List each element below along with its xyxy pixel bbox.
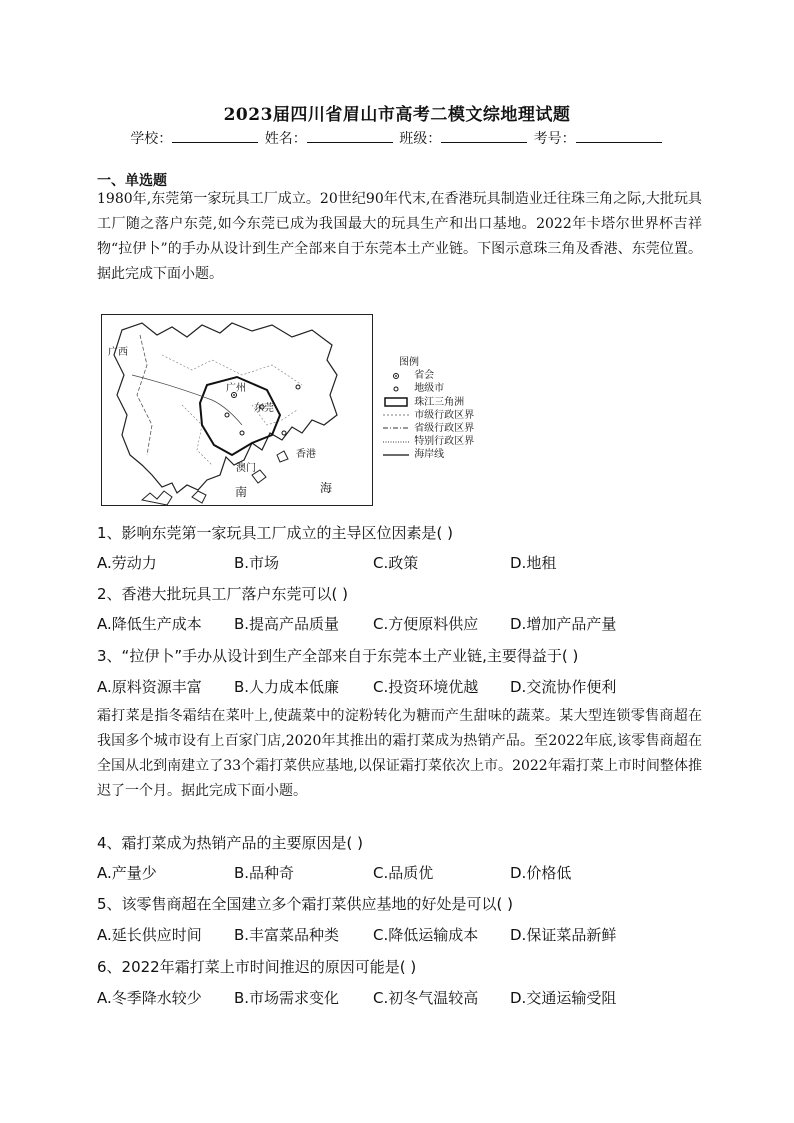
legend-label: 特别行政区界 — [414, 436, 475, 448]
passage-2: 霜打菜是指冬霜结在菜叶上,使蔬菜中的淀粉转化为糖而产生甜味的蔬菜。某大型连锁零售商超在我国多个城市设有上百家门店,2020年其推出的霜打菜成为热销产品。至2022年底,该零售商超在全国从北到南建立了33个霜打菜供应基地,以保证霜打菜依次上市。2022年霜打菜上市时间整体推迟了一个月。据此完成下面小题。 — [97, 708, 702, 799]
map-label-dongguan: 东莞 — [254, 403, 274, 414]
school-blank[interactable] — [172, 130, 258, 143]
legend-item-prd — [381, 396, 541, 409]
city-marker — [282, 431, 286, 435]
legend-item-sar-boundary — [381, 435, 541, 448]
land-outline — [114, 323, 337, 493]
capital-dot — [233, 394, 235, 396]
option-b[interactable]: B.人力成本低廉 — [234, 678, 340, 696]
question-6: 6、2022年霜打菜上市时间推迟的原因可能是( ) — [97, 958, 417, 976]
option-b[interactable]: B.丰富菜品种类 — [234, 926, 340, 944]
map-drawing — [102, 315, 372, 505]
coastline-icon — [381, 450, 411, 460]
legend-item-capital — [381, 369, 541, 382]
option-c[interactable]: C.品质优 — [373, 864, 434, 882]
name-label: 姓名： — [264, 131, 307, 147]
option-b[interactable]: B.品种奇 — [234, 864, 295, 882]
question-5: 5、该零售商超在全国建立多个霜打菜供应基地的好处是可以( ) — [97, 895, 514, 913]
city-marker — [240, 431, 244, 435]
pearl-river-delta-map — [101, 314, 373, 506]
option-a[interactable]: A.产量少 — [97, 864, 157, 882]
sar-boundary-icon — [381, 437, 411, 447]
city-marker — [296, 385, 300, 389]
option-d[interactable]: D.交通运输受阻 — [510, 989, 617, 1007]
island-shape — [142, 491, 172, 505]
page-title: 2023届四川省眉山市高考二模文综地理试题 — [223, 105, 571, 125]
option-d[interactable]: D.增加产品产量 — [510, 615, 617, 633]
section-heading: 一、单选题 — [97, 173, 167, 189]
option-b[interactable]: B.市场需求变化 — [234, 989, 340, 1007]
question-3: 3、“拉伊卜”手办从设计到生产全部来自于东莞本土产业链,主要得益于( ) — [97, 647, 579, 665]
city-symbol-icon — [381, 384, 411, 394]
city-boundary-icon — [381, 410, 411, 420]
school-label: 学校： — [130, 131, 173, 147]
option-c[interactable]: C.投资环境优越 — [373, 678, 479, 696]
map-label-nan: 南 — [235, 485, 248, 499]
option-c[interactable]: C.政策 — [373, 554, 419, 572]
map-label-guangzhou: 广州 — [226, 383, 246, 394]
option-b[interactable]: B.市场 — [234, 554, 280, 572]
legend-item-coastline — [381, 448, 541, 461]
map-legend — [381, 356, 541, 462]
question-1: 1、影响东莞第一家玩具工厂成立的主导区位因素是( ) — [97, 524, 454, 542]
question-2: 2、香港大批玩具工厂落户东莞可以( ) — [97, 585, 349, 603]
name-blank[interactable] — [307, 130, 393, 143]
legend-label: 省会 — [414, 370, 435, 382]
option-a[interactable]: A.冬季降水较少 — [97, 989, 202, 1007]
exam-no-blank[interactable] — [576, 130, 662, 143]
option-d[interactable]: D.地租 — [510, 554, 557, 572]
legend-title: 图例 — [399, 357, 419, 368]
island-shape — [277, 451, 288, 462]
student-info-line — [0, 128, 794, 148]
map-label-guangxi: 广西 — [108, 347, 128, 358]
option-d[interactable]: D.交流协作便利 — [510, 678, 617, 696]
legend-label: 海岸线 — [414, 449, 445, 461]
province-boundary-icon — [381, 423, 411, 433]
class-blank[interactable] — [441, 130, 527, 143]
legend-item-city — [381, 382, 541, 395]
map-label-xianggang: 香港 — [296, 449, 316, 460]
legend-label: 省级行政区界 — [414, 422, 475, 434]
option-a[interactable]: A.降低生产成本 — [97, 615, 202, 633]
passage-1: 1980年,东莞第一家玩具工厂成立。20世纪90年代末,在香港玩具制造业迁往珠三角之际,大批玩具工厂随之落户东莞,如今东莞已成为我国最大的玩具生产和出口基地。2022年卡塔尔世界杯吉祥物“拉伊卜”的手办从设计到生产全部来自于东莞本土产业链。下图示意珠三角及香港、东莞位置。据此完成下面小题。 — [97, 191, 702, 282]
legend-label: 地级市 — [414, 383, 445, 395]
option-a[interactable]: A.劳动力 — [97, 554, 157, 572]
class-label: 班级： — [399, 131, 442, 147]
option-a[interactable]: A.原料资源丰富 — [97, 678, 202, 696]
option-d[interactable]: D.价格低 — [510, 864, 572, 882]
option-c[interactable]: C.方便原料供应 — [373, 615, 479, 633]
capital-symbol-icon — [381, 371, 411, 381]
map-label-hai: 海 — [320, 481, 333, 495]
prd-box-icon — [381, 397, 411, 407]
option-d[interactable]: D.保证菜品新鲜 — [510, 926, 617, 944]
legend-item-province-boundary — [381, 422, 541, 435]
legend-item-city-boundary — [381, 409, 541, 422]
option-a[interactable]: A.延长供应时间 — [97, 926, 202, 944]
exam-no-label: 考号： — [533, 131, 576, 147]
map-label-aomen: 澳门 — [236, 463, 256, 474]
option-b[interactable]: B.提高产品质量 — [234, 615, 340, 633]
question-4: 4、霜打菜成为热销产品的主要原因是( ) — [97, 834, 364, 852]
island-shape — [192, 491, 206, 503]
legend-label: 市级行政区界 — [414, 409, 475, 421]
option-c[interactable]: C.降低运输成本 — [373, 926, 479, 944]
city-marker — [225, 413, 229, 417]
legend-label: 珠江三角洲 — [414, 396, 465, 408]
option-c[interactable]: C.初冬气温较高 — [373, 989, 479, 1007]
